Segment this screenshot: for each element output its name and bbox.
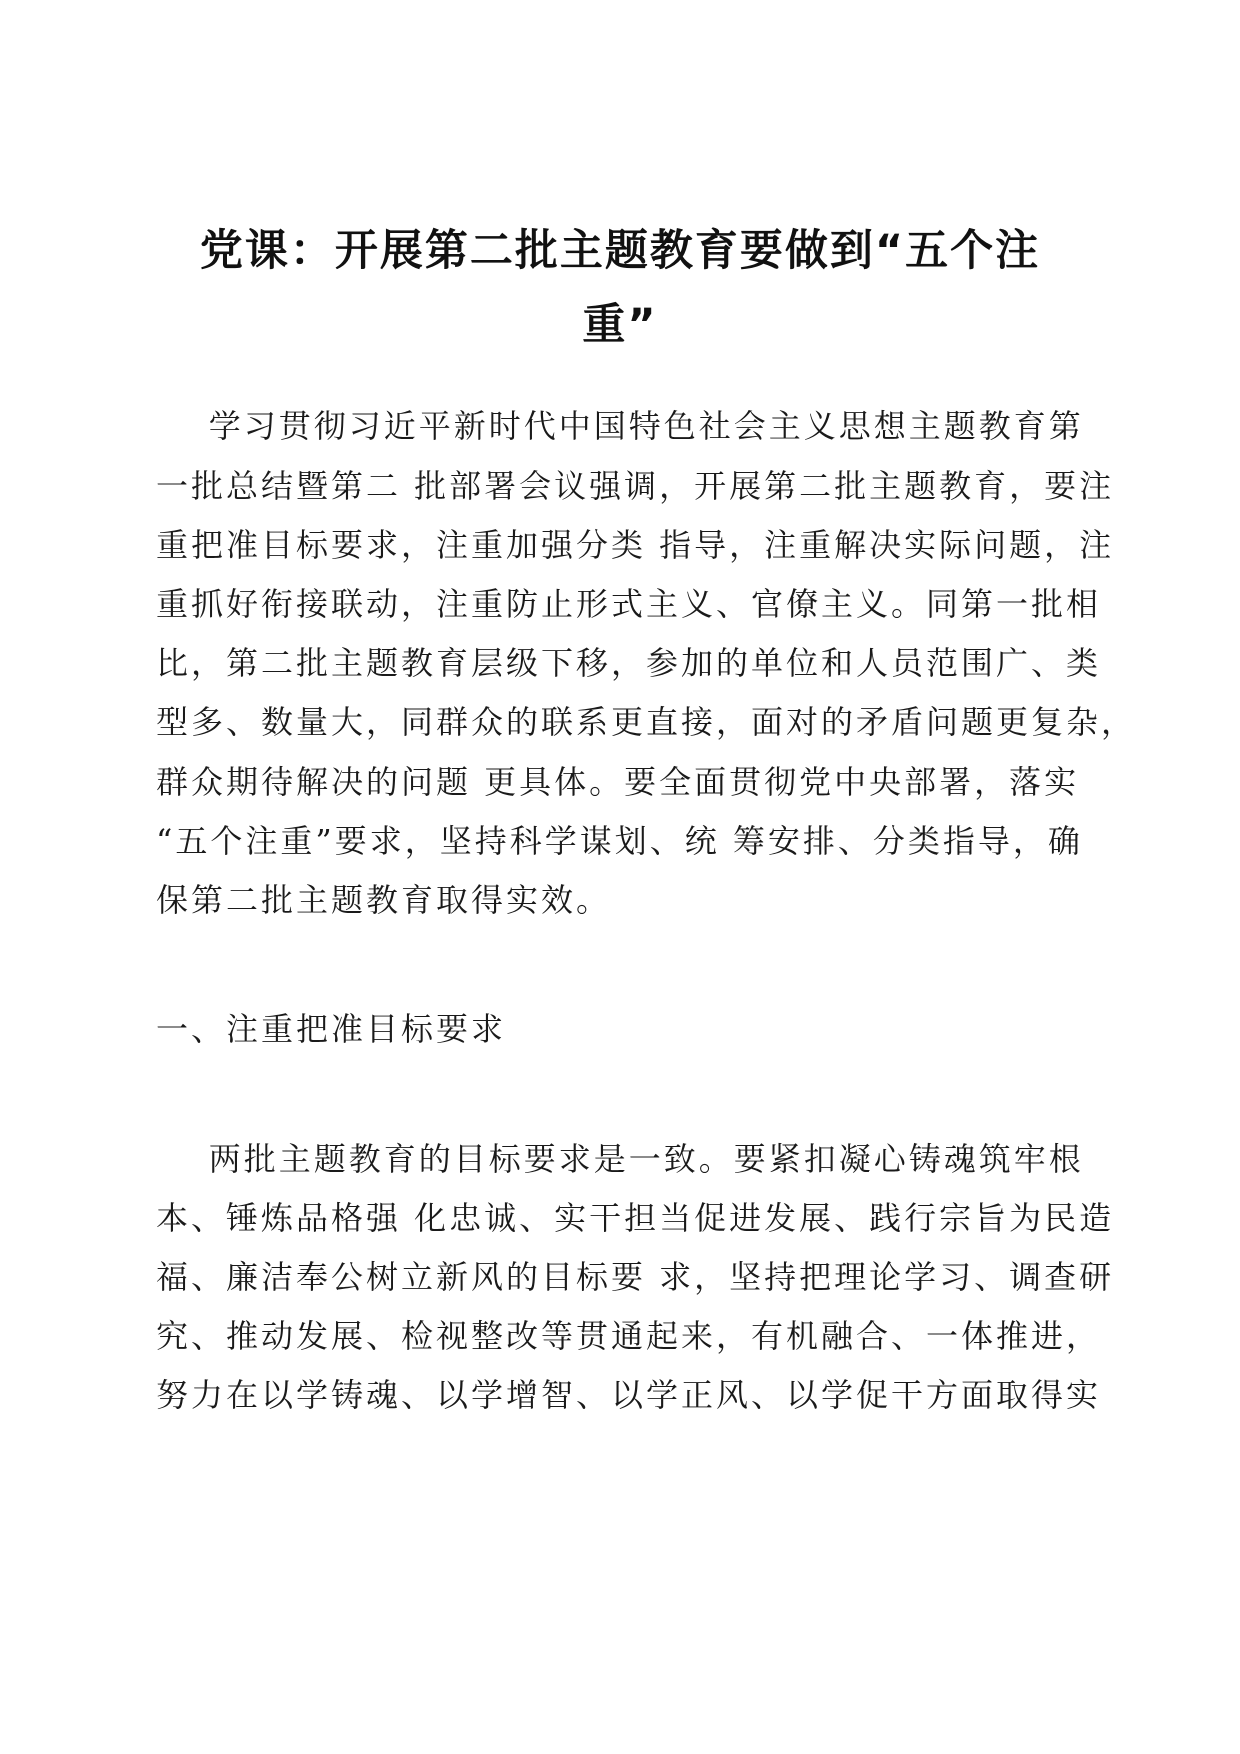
paragraph-line: 重把准目标要求，注重加强分类 指导，注重解决实际问题，注 [156, 526, 1115, 564]
paragraph-line: 群众期待解决的问题 更具体。要全面贯彻党中央部署，落实 [156, 763, 1080, 801]
paragraph-line: 本、锤炼品格强 化忠诚、实干担当促进发展、践行宗旨为民造 [156, 1199, 1115, 1237]
paragraph-line: 一批总结暨第二 批部署会议强调，开展第二批主题教育，要注 [156, 467, 1115, 505]
paragraph-line: 两批主题教育的目标要求是一致。要紧扣凝心铸魂筑牢根 [156, 1140, 1084, 1178]
title-line-2: 重” [582, 300, 658, 350]
paragraph-line: 学习贯彻习近平新时代中国特色社会主义思想主题教育第 [156, 407, 1084, 445]
paragraph-line: “五个注重”要求，坚持科学谋划、统 筹安排、分类指导，确 [156, 822, 1083, 860]
paragraph-line: 究、推动发展、检视整改等贯通起来，有机融合、一体推进， [156, 1317, 1102, 1355]
document-title [170, 214, 1070, 362]
paragraph-line: 比，第二批主题教育层级下移，参加的单位和人员范围广、类 [156, 644, 1102, 682]
paragraph-line: 福、廉洁奉公树立新风的目标要 求，坚持把理论学习、调查研 [156, 1258, 1115, 1296]
paragraph-line: 重抓好衔接联动，注重防止形式主义、官僚主义。同第一批相 [156, 585, 1102, 623]
title-line-1: 党课：开展第二批主题教育要做到“五个注 [199, 226, 1041, 276]
paragraph-line: 保第二批主题教育取得实效。 [156, 881, 612, 919]
paragraph-line: 型多、数量大，同群众的联系更直接，面对的矛盾问题更复杂， [156, 703, 1137, 741]
paragraph-line: 努力在以学铸魂、以学增智、以学正风、以学促干方面取得实 [156, 1376, 1102, 1414]
section-heading: 一、注重把准目标要求 [156, 1010, 507, 1048]
